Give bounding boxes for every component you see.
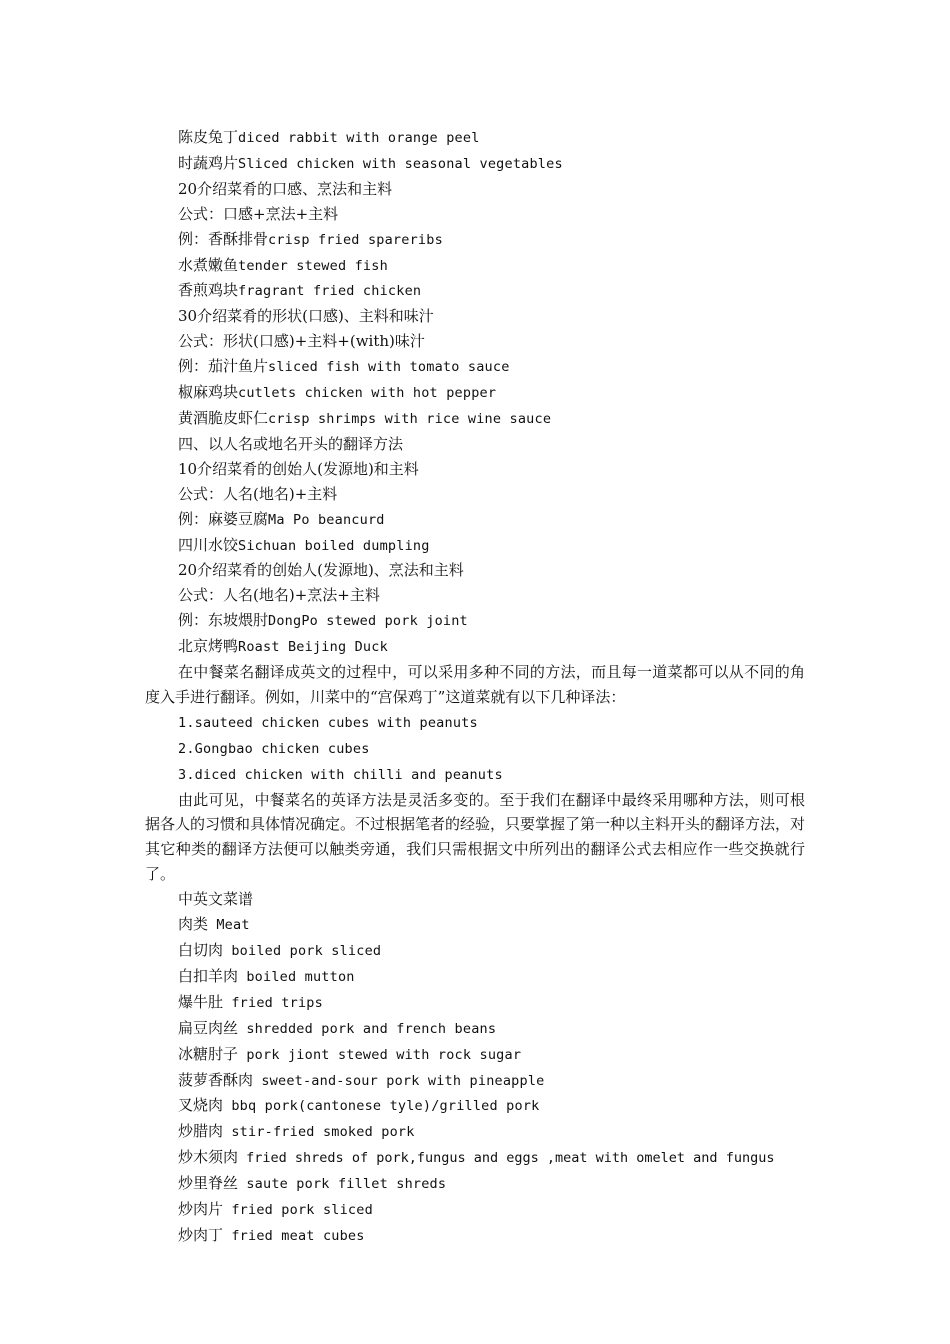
chinese-text: 菠萝香酥肉 [178, 1070, 254, 1089]
menu-item [145, 1042, 805, 1068]
english-text: boiled mutton [246, 968, 355, 985]
chinese-text: 椒麻鸡块 [178, 383, 239, 402]
english-text: pork jiont stewed with rock sugar [246, 1046, 522, 1063]
chinese-text: 炒肉丁 [178, 1225, 224, 1244]
menu-item [145, 1068, 805, 1094]
chinese-text: 炒腊肉 [178, 1122, 224, 1141]
recipe-line [145, 354, 805, 380]
english-text: Ma Po beancurd [268, 511, 385, 528]
menu-item [145, 1197, 805, 1223]
chinese-text: 公式：人名(地名)+烹法+主料 [178, 586, 380, 605]
english-text: stir-fried smoked pork [231, 1124, 415, 1141]
formula-line [145, 329, 805, 354]
chinese-text: 扁豆肉丝 [178, 1018, 239, 1037]
chinese-text: 公式：人名(地名)+主料 [178, 484, 338, 503]
recipe-line [145, 507, 805, 533]
formula-line [145, 583, 805, 608]
english-text: diced rabbit with orange peel [238, 130, 480, 146]
section-heading [145, 558, 805, 583]
chinese-text: 10介绍菜肴的创始人(发源地)和主料 [178, 459, 419, 478]
section-heading [145, 304, 805, 329]
chinese-text: 例：麻婆豆腐 [178, 509, 269, 528]
chinese-text: 水煮嫩鱼 [178, 255, 239, 274]
menu-item [145, 1119, 805, 1145]
recipe-line [145, 125, 805, 151]
chinese-text: 四、以人名或地名开头的翻译方法 [178, 434, 404, 453]
chinese-text: 例：茄汁鱼片 [178, 357, 269, 376]
english-text: 3.diced chicken with chilli and peanuts [178, 766, 503, 783]
english-text: fried shreds of pork,fungus and eggs ,meat with omelet and fungus [246, 1150, 775, 1167]
chinese-text: 中英文菜谱 [178, 890, 254, 909]
document-body [145, 125, 805, 1249]
recipe-line [145, 278, 805, 304]
english-text: Sliced chicken with seasonal vegetables [238, 155, 563, 172]
english-text: saute pork fillet shreds [246, 1176, 447, 1193]
chinese-text: 陈皮兔丁 [178, 128, 239, 146]
chinese-text: 公式：形状(口感)+主料+(with)味汁 [178, 332, 425, 351]
english-text: fried meat cubes [231, 1227, 365, 1244]
english-text: sliced fish with tomato sauce [268, 359, 510, 376]
menu-item [145, 938, 805, 964]
menu-item [145, 1223, 805, 1249]
recipe-line [145, 533, 805, 559]
translation-option [145, 736, 805, 762]
menu-item [145, 990, 805, 1016]
menu-item [145, 1016, 805, 1042]
recipe-line [145, 406, 805, 432]
recipe-line [145, 608, 805, 634]
english-text: crisp shrimps with rice wine sauce [268, 410, 552, 427]
chinese-text: 白扣羊肉 [178, 966, 239, 985]
english-text: sweet-and-sour pork with pineapple [261, 1072, 545, 1089]
english-text: Sichuan boiled dumpling [238, 537, 430, 554]
english-text: boiled pork sliced [231, 943, 382, 959]
formula-line [145, 202, 805, 227]
recipe-line [145, 227, 805, 253]
chinese-text: 30介绍菜肴的形状(口感)、主料和味汁 [178, 307, 434, 326]
section-heading [145, 432, 805, 457]
recipe-line [145, 634, 805, 660]
chinese-text: 20介绍菜肴的口感、烹法和主料 [178, 179, 393, 198]
recipe-line [145, 253, 805, 279]
chinese-text: 黄酒脆皮虾仁 [178, 408, 269, 427]
chinese-text: 炒里脊丝 [178, 1174, 239, 1193]
chinese-text: 叉烧肉 [178, 1096, 224, 1115]
chinese-text: 北京烤鸭 [178, 637, 239, 656]
recipe-line [145, 380, 805, 406]
translation-option [145, 710, 805, 736]
english-text: 1.sauteed chicken cubes with peanuts [178, 714, 478, 731]
chinese-text: 炒肉片 [178, 1200, 224, 1219]
english-text: bbq pork(cantonese tyle)/grilled pork [231, 1098, 540, 1115]
section-heading [145, 177, 805, 202]
chinese-text: 例：东坡煨肘 [178, 611, 269, 630]
english-text: 2.Gongbao chicken cubes [178, 740, 370, 757]
menu-category [145, 912, 805, 938]
chinese-text: 例：香酥排骨 [178, 229, 269, 248]
translation-option [145, 762, 805, 788]
menu-item [145, 1093, 805, 1119]
menu-item [145, 1145, 805, 1171]
chinese-text: 时蔬鸡片 [178, 153, 239, 172]
menu-title [145, 887, 805, 912]
english-text: fried pork sliced [231, 1202, 373, 1219]
english-text: shredded pork and french beans [246, 1020, 497, 1037]
menu-item [145, 1171, 805, 1197]
formula-line [145, 482, 805, 507]
english-text: tender stewed fish [238, 257, 388, 274]
paragraph-conclusion: 由此可见，中餐菜名的英译方法是灵活多变的。至于我们在翻译中最终采用哪种方法，则可根据各人的习惯和具体情况确定。不过根据笔者的经验，只要掌握了第一种以主料开头的翻译方法，对其它种类的翻译方法便可以触类旁通，我们只需根据文中所列出的翻译公式去相应作一些交换就行了。 [145, 790, 806, 884]
chinese-text: 冰糖肘子 [178, 1044, 239, 1063]
english-text: fried trips [231, 994, 323, 1011]
chinese-text: 白切肉 [178, 941, 224, 959]
english-text: Meat [216, 917, 250, 934]
recipe-line [145, 151, 805, 177]
chinese-text: 爆牛肚 [178, 992, 224, 1011]
english-text: Roast Beijing Duck [238, 639, 388, 656]
chinese-text: 公式：口感+烹法+主料 [178, 204, 339, 223]
english-text: DongPo stewed pork joint [268, 613, 468, 630]
english-text: cutlets chicken with hot pepper [238, 385, 497, 402]
chinese-text: 肉类 [178, 915, 209, 934]
chinese-text: 四川水饺 [178, 535, 239, 554]
chinese-text: 香煎鸡块 [178, 281, 239, 300]
section-heading [145, 457, 805, 482]
chinese-text: 炒木须肉 [178, 1148, 239, 1167]
english-text: fragrant fried chicken [238, 283, 422, 300]
english-text: crisp fried spareribs [268, 231, 443, 248]
chinese-text: 20介绍菜肴的创始人(发源地)、烹法和主料 [178, 561, 464, 580]
menu-item [145, 964, 805, 990]
paragraph-intro: 在中餐菜名翻译成英文的过程中，可以采用多种不同的方法，而且每一道菜都可以从不同的角度入手进行翻译。例如，川菜中的“宫保鸡丁”这道菜就有以下几种译法： [145, 663, 805, 706]
